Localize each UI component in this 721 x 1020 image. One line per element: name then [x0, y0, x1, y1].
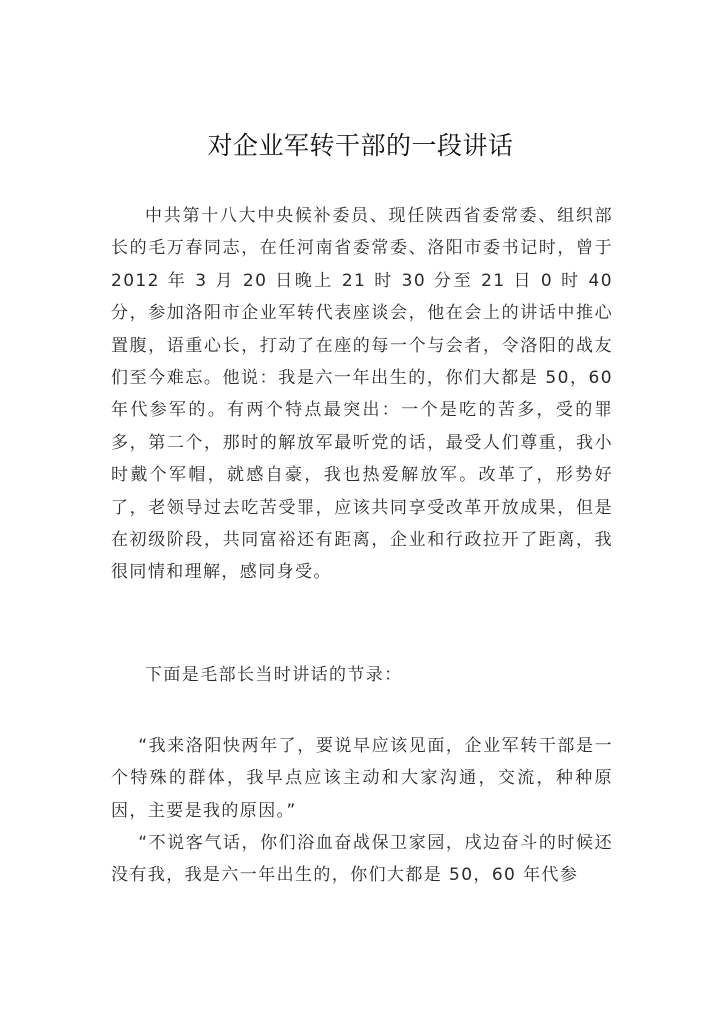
- paragraph-lead-in: [111, 659, 613, 691]
- paragraph-text: 中共第十八大中央候补委员、现任陕西省委常委、组织部长的毛万春同志，在任河南省委常委、洛阳市委书记时，曾于 2012 年 3 月 20 日晚上 21 时 30 分至 21 日 0 时 40 分，参加洛阳市企业军转代表座谈会，他在会上的讲话中推心置腹，语重心长，打动了在座的每一个与会者，令洛阳的战友们至今难忘。他说：我是六一年出生的，你们大都是 50，60 年代参军的。有两个特点最突出：一个是吃的苦多，受的罪多，第二个，那时的解放军最听党的话，最受人们尊重，我小时戴个军帽，就感自豪，我也热爱解放军。改革了，形势好了，老领导过去吃苦受罪，应该共同享受改革开放成果，但是在初级阶段，共同富裕还有距离，企业和行政拉开了距离，我很同情和理解，感同身受。: [111, 206, 613, 583]
- paragraph-text: “我来洛阳快两年了，要说早应该见面，企业军转干部是一个特殊的群体，我早点应该主动和大家沟通，交流，种种原因，主要是我的原因。”: [111, 736, 613, 821]
- document-title: 对企业军转干部的一段讲话: [207, 131, 514, 160]
- paragraph-text: 下面是毛部长当时讲话的节录：: [145, 665, 403, 685]
- paragraph-intro: [111, 200, 613, 589]
- paragraph-text: “不说客气话，你们浴血奋战保卫家园，戌边奋斗的时候还没有我，我是六一年出生的，你们大都是 50，60 年代参: [111, 833, 613, 886]
- paragraph-quote-1: [111, 730, 613, 827]
- paragraph-quote-2: [111, 827, 613, 892]
